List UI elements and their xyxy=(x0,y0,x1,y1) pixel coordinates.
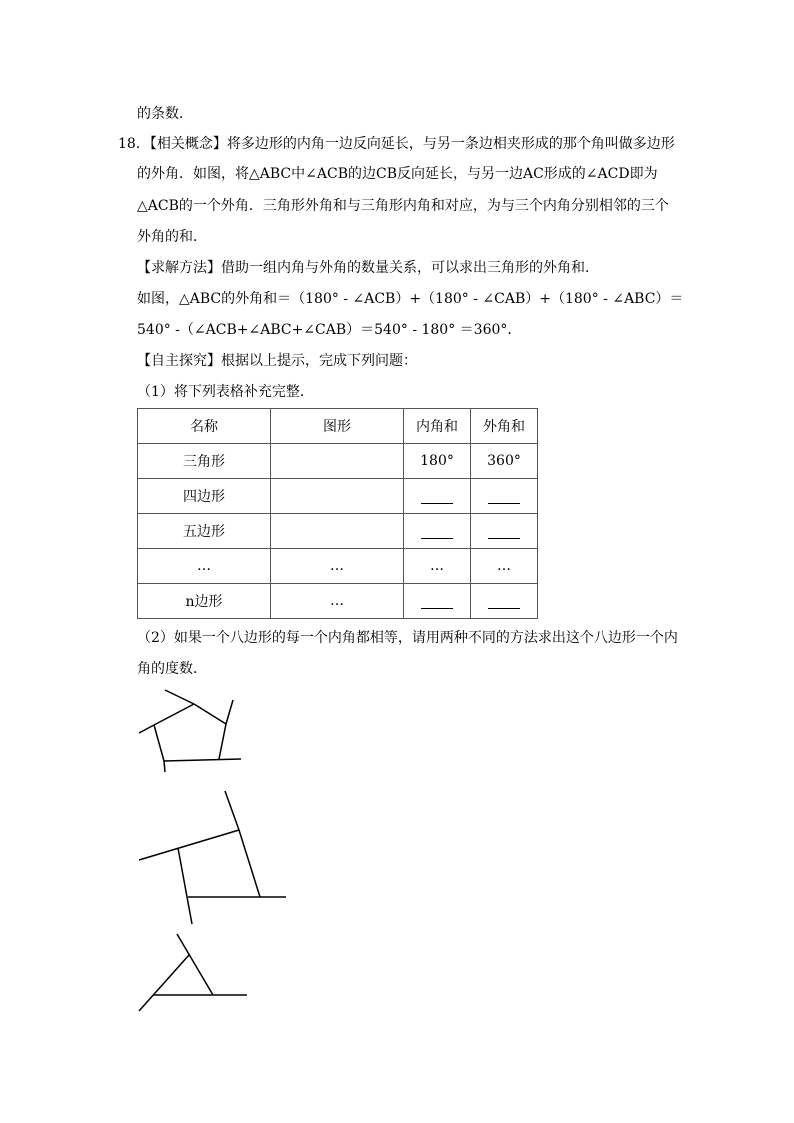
pentagon-extension-line xyxy=(164,761,165,772)
pentagon-extension-line xyxy=(164,759,241,761)
text-line-3: 的外角．如图，将△ABC中∠ACB的边CB反向延长，与另一边AC形成的∠ACD即为 xyxy=(137,166,658,182)
pentagon-figure xyxy=(139,690,241,772)
cell-name: n边形 xyxy=(138,584,271,619)
text-line-5: 外角的和． xyxy=(137,229,207,245)
triangle-figure xyxy=(139,934,247,1011)
cell-figure: … xyxy=(271,584,404,619)
pentagon-extension-line xyxy=(139,725,154,733)
header-interior-sum: 内角和 xyxy=(404,409,471,444)
quad-extension-line xyxy=(225,791,239,830)
formula-line-2: 540° -（∠ACB+∠ABC+∠CAB）＝540° - 180° ＝360°． xyxy=(137,322,522,338)
cell-name: 五边形 xyxy=(138,514,271,549)
cell-name: 三角形 xyxy=(138,444,271,479)
cell-ellipsis: … xyxy=(271,549,404,584)
triangle-extension-line xyxy=(139,955,189,1011)
quad-extension-line xyxy=(139,830,239,860)
quadrilateral-figure xyxy=(139,791,286,924)
pentagon-extension-line xyxy=(165,690,194,704)
cell-ellipsis: … xyxy=(471,549,538,584)
pentagon-extension-line xyxy=(226,700,233,724)
cell-name: 四边形 xyxy=(138,479,271,514)
cell-exterior-sum: 360° xyxy=(471,444,538,479)
method-heading: 【求解方法】借助一组内角与外角的数量关系，可以求出三角形的外角和． xyxy=(137,260,599,276)
cell-ellipsis: … xyxy=(138,549,271,584)
text-line-4: △ACB的一个外角．三角形外角和与三角形内角和对应，为与三个内角分别相邻的三个 xyxy=(137,198,669,214)
header-exterior-sum: 外角和 xyxy=(471,409,538,444)
explore-heading: 【自主探究】根据以上提示，完成下列问题： xyxy=(137,353,417,369)
question-1: （1）将下列表格补充完整． xyxy=(137,384,314,400)
header-figure: 图形 xyxy=(271,409,404,444)
cell-interior-sum: 180° xyxy=(404,444,471,479)
question-2-cont: 角的度数． xyxy=(137,661,207,677)
problem-18-intro: 18．【相关概念】将多边形的内角一边反向延长，与另一条边相夹形成的那个角叫做多边形 xyxy=(118,136,675,152)
formula-line-1: 如图，△ABC的外角和＝（180° - ∠ACB）+（180° - ∠CAB）+（180° - ∠ABC）＝ xyxy=(137,291,684,307)
text-line-1: 的条数． xyxy=(137,106,193,122)
header-name: 名称 xyxy=(138,409,271,444)
question-2: （2）如果一个八边形的每一个内角都相等，请用两种不同的方法求出这个八边形一个内 xyxy=(137,630,678,646)
cell-ellipsis: … xyxy=(404,549,471,584)
